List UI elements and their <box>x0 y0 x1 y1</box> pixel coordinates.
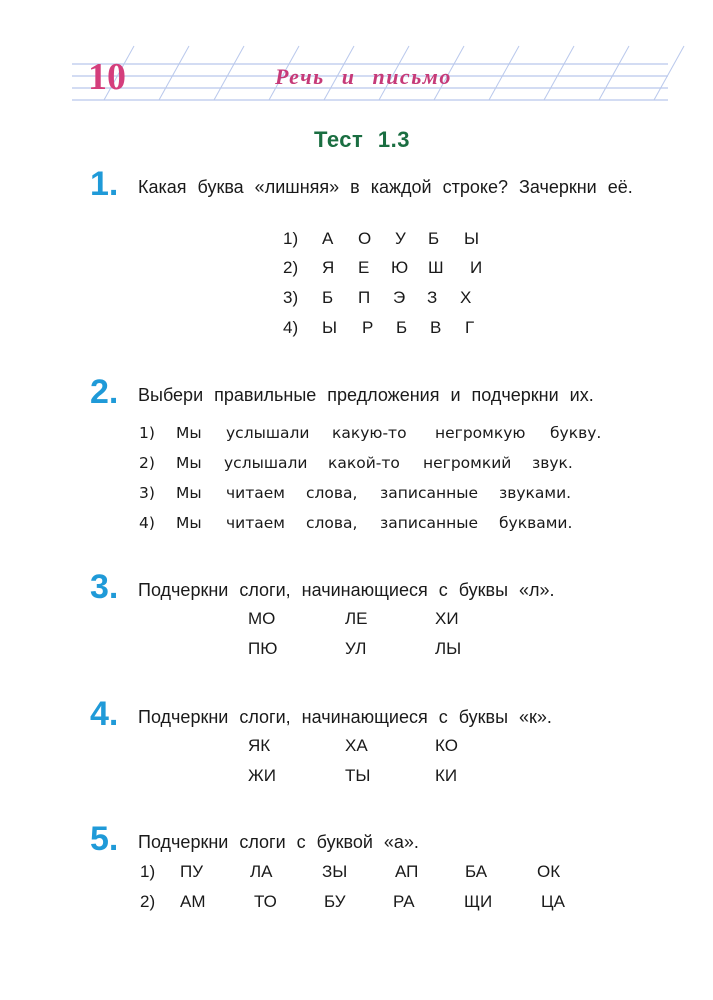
letter[interactable]: И <box>470 258 483 277</box>
letter[interactable]: Э <box>393 288 406 307</box>
row-index: 2) <box>283 258 299 277</box>
syllable[interactable]: БУ <box>324 892 346 911</box>
word: буквами. <box>499 514 573 532</box>
syllable[interactable]: ЛЫ <box>435 639 462 658</box>
syllable[interactable]: ЛЕ <box>345 609 368 628</box>
row-index: 1) <box>139 424 155 442</box>
syllable[interactable]: ХИ <box>435 609 459 628</box>
word: Мы <box>176 454 202 472</box>
task-1-number: 1. <box>90 165 119 203</box>
task-4-number: 4. <box>90 695 119 733</box>
word: звуками. <box>499 484 572 502</box>
syllable[interactable]: МО <box>248 609 276 628</box>
task-3-prompt: Подчеркни слоги, начинающиеся с буквы «л». <box>138 580 555 600</box>
row-index: 2) <box>140 892 156 911</box>
row-index: 3) <box>283 288 299 307</box>
word: услышали <box>226 424 310 442</box>
word: негромкий <box>423 454 512 472</box>
word: негромкую <box>435 424 526 442</box>
letter[interactable]: Я <box>322 258 335 277</box>
syllable[interactable]: АМ <box>180 892 206 911</box>
word: какую-то <box>332 424 407 442</box>
syllable[interactable]: УЛ <box>345 639 367 658</box>
syllable[interactable]: ОК <box>537 862 561 881</box>
word: записанные <box>380 484 479 502</box>
letter[interactable]: О <box>358 229 372 248</box>
task-4-prompt: Подчеркни слоги, начинающиеся с буквы «к». <box>138 707 552 727</box>
test-title: Тест 1.3 <box>314 127 410 152</box>
syllable[interactable]: ЦА <box>541 892 565 911</box>
row-index: 1) <box>140 862 156 881</box>
word: Мы <box>176 484 202 502</box>
word: Мы <box>176 514 202 532</box>
syllable[interactable]: ПУ <box>180 862 204 881</box>
letter[interactable]: Р <box>362 318 374 337</box>
word: какой-то <box>328 454 400 472</box>
word: слова, <box>306 514 358 532</box>
word: слова, <box>306 484 358 502</box>
syllable[interactable]: ТО <box>254 892 277 911</box>
syllable[interactable]: АП <box>395 862 419 881</box>
letter[interactable]: Ю <box>391 258 409 277</box>
syllable[interactable]: ХА <box>345 736 368 755</box>
letter[interactable]: Е <box>358 258 370 277</box>
syllable[interactable]: ПЮ <box>248 639 278 658</box>
section-title: Речь и письмо <box>275 64 452 89</box>
word: записанные <box>380 514 479 532</box>
task-3-number: 3. <box>90 568 119 606</box>
letter[interactable]: В <box>430 318 442 337</box>
page-number: 10 <box>88 56 126 98</box>
row-index: 4) <box>283 318 299 337</box>
row-index: 1) <box>283 229 299 248</box>
syllable[interactable]: ТЫ <box>345 766 371 785</box>
task-2-prompt: Выбери правильные предложения и подчеркни их. <box>138 385 594 405</box>
letter[interactable]: Ы <box>464 229 480 248</box>
letter[interactable]: Б <box>322 288 334 307</box>
syllable[interactable]: КО <box>435 736 458 755</box>
letter[interactable]: Х <box>460 288 472 307</box>
syllable[interactable]: КИ <box>435 766 458 785</box>
syllable[interactable]: ЖИ <box>248 766 276 785</box>
letter[interactable]: П <box>358 288 371 307</box>
syllable[interactable]: ЩИ <box>464 892 493 911</box>
letter[interactable]: Ш <box>428 258 444 277</box>
syllable[interactable]: РА <box>393 892 415 911</box>
letter[interactable]: А <box>322 229 334 248</box>
task-1-prompt: Какая буква «лишняя» в каждой строке? Зачеркни её. <box>138 177 633 197</box>
letter[interactable]: Б <box>396 318 408 337</box>
word: услышали <box>224 454 308 472</box>
row-index: 3) <box>139 484 155 502</box>
task-5-number: 5. <box>90 820 119 858</box>
letter[interactable]: Б <box>428 229 440 248</box>
syllable[interactable]: ЗЫ <box>322 862 348 881</box>
word: звук. <box>532 454 573 472</box>
word: букву. <box>550 424 602 442</box>
letter[interactable]: Г <box>465 318 475 337</box>
word: Мы <box>176 424 202 442</box>
row-index: 2) <box>139 454 155 472</box>
word: читаем <box>226 514 285 532</box>
letter[interactable]: Ы <box>322 318 338 337</box>
row-index: 4) <box>139 514 155 532</box>
letter[interactable]: У <box>395 229 406 248</box>
task-5-prompt: Подчеркни слоги с буквой «а». <box>138 832 419 852</box>
letter[interactable]: З <box>427 288 438 307</box>
task-2-number: 2. <box>90 373 119 411</box>
word: читаем <box>226 484 285 502</box>
syllable[interactable]: БА <box>465 862 488 881</box>
syllable[interactable]: ЯК <box>248 736 271 755</box>
syllable[interactable]: ЛА <box>250 862 273 881</box>
